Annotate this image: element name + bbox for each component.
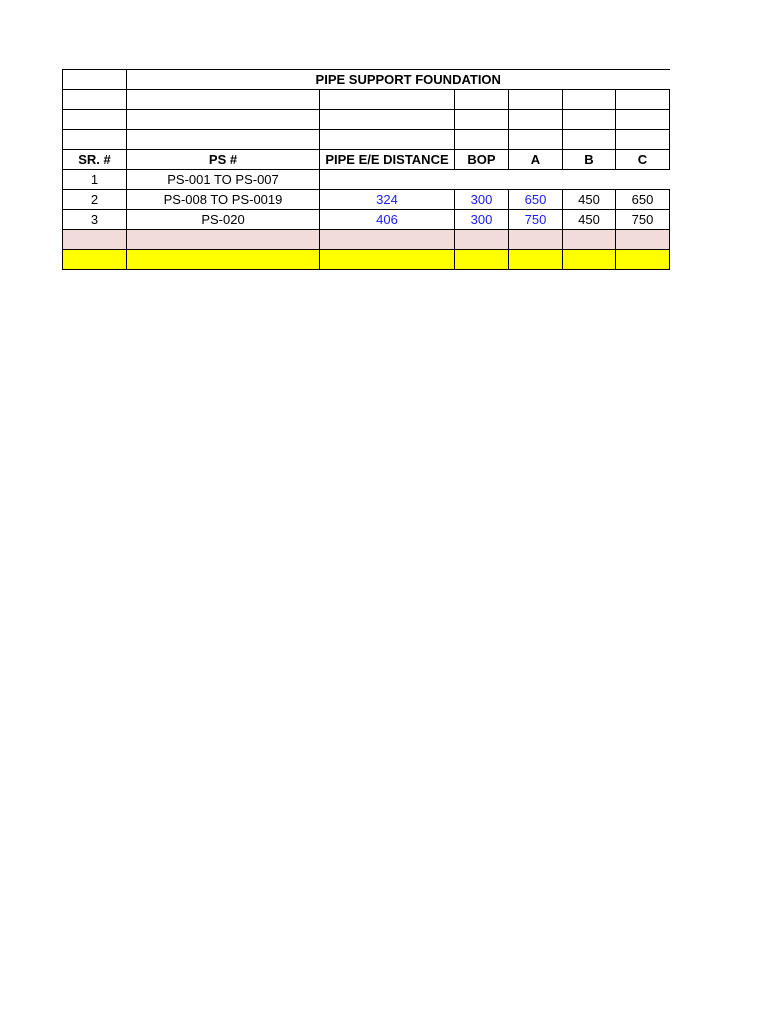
cell-empty[interactable]: [563, 130, 616, 150]
cell-empty[interactable]: [616, 110, 670, 130]
cell-empty[interactable]: [563, 110, 616, 130]
header-sr[interactable]: SR. #: [63, 150, 127, 170]
header-bop[interactable]: BOP: [455, 150, 509, 170]
cell-empty[interactable]: [455, 110, 509, 130]
cell-empty[interactable]: [455, 130, 509, 150]
cell-empty[interactable]: [320, 130, 455, 150]
header-b[interactable]: B: [563, 150, 616, 170]
table-row: [63, 210, 670, 230]
table-row: [63, 170, 670, 190]
cell-empty[interactable]: [455, 230, 509, 250]
cell-empty[interactable]: [127, 130, 320, 150]
cell-empty[interactable]: [127, 250, 320, 270]
pipe-support-table: [62, 69, 670, 270]
cell-sr[interactable]: 3: [63, 210, 127, 230]
cell-empty[interactable]: [63, 250, 127, 270]
highlight-row-yellow: [63, 250, 670, 270]
cell-empty[interactable]: [320, 90, 455, 110]
cell-sr[interactable]: 1: [63, 170, 127, 190]
cell-empty[interactable]: [63, 130, 127, 150]
cell-empty[interactable]: [455, 90, 509, 110]
cell-ps[interactable]: PS-001 TO PS-007: [127, 170, 320, 190]
blank-row: [63, 110, 670, 130]
header-row: [63, 150, 670, 170]
cell-b[interactable]: 450: [563, 190, 616, 210]
cell-empty[interactable]: [320, 110, 455, 130]
table-row: [63, 190, 670, 210]
blank-row: [63, 90, 670, 110]
table-title[interactable]: PIPE SUPPORT FOUNDATION: [127, 70, 670, 90]
cell-empty[interactable]: [509, 230, 563, 250]
cell-empty[interactable]: [509, 90, 563, 110]
header-ps[interactable]: PS #: [127, 150, 320, 170]
cell-c[interactable]: 650: [616, 190, 670, 210]
header-distance[interactable]: PIPE E/E DISTANCE: [320, 150, 455, 170]
cell-empty[interactable]: [127, 230, 320, 250]
cell-empty[interactable]: [509, 110, 563, 130]
cell-a[interactable]: 750: [509, 210, 563, 230]
cell-empty[interactable]: [616, 250, 670, 270]
cell-empty[interactable]: [63, 230, 127, 250]
cell-ps[interactable]: PS-020: [127, 210, 320, 230]
cell-empty[interactable]: [616, 230, 670, 250]
cell-empty[interactable]: [63, 70, 127, 90]
cell-empty[interactable]: [563, 90, 616, 110]
cell-empty[interactable]: [563, 230, 616, 250]
cell-empty[interactable]: [509, 130, 563, 150]
header-c[interactable]: C: [616, 150, 670, 170]
title-row: [63, 70, 670, 90]
cell-empty[interactable]: [63, 110, 127, 130]
cell-b[interactable]: 450: [563, 210, 616, 230]
cell-empty[interactable]: [320, 170, 670, 190]
cell-empty[interactable]: [509, 250, 563, 270]
cell-sr[interactable]: 2: [63, 190, 127, 210]
highlight-row-pink: [63, 230, 670, 250]
cell-empty[interactable]: [616, 130, 670, 150]
cell-ps[interactable]: PS-008 TO PS-0019: [127, 190, 320, 210]
cell-bop[interactable]: 300: [455, 210, 509, 230]
cell-empty[interactable]: [616, 90, 670, 110]
cell-empty[interactable]: [127, 90, 320, 110]
cell-c[interactable]: 750: [616, 210, 670, 230]
cell-bop[interactable]: 300: [455, 190, 509, 210]
cell-empty[interactable]: [127, 110, 320, 130]
cell-empty[interactable]: [320, 250, 455, 270]
cell-empty[interactable]: [455, 250, 509, 270]
header-a[interactable]: A: [509, 150, 563, 170]
cell-distance[interactable]: 406: [320, 210, 455, 230]
cell-a[interactable]: 650: [509, 190, 563, 210]
cell-distance[interactable]: 324: [320, 190, 455, 210]
blank-row: [63, 130, 670, 150]
cell-empty[interactable]: [63, 90, 127, 110]
cell-empty[interactable]: [563, 250, 616, 270]
cell-empty[interactable]: [320, 230, 455, 250]
